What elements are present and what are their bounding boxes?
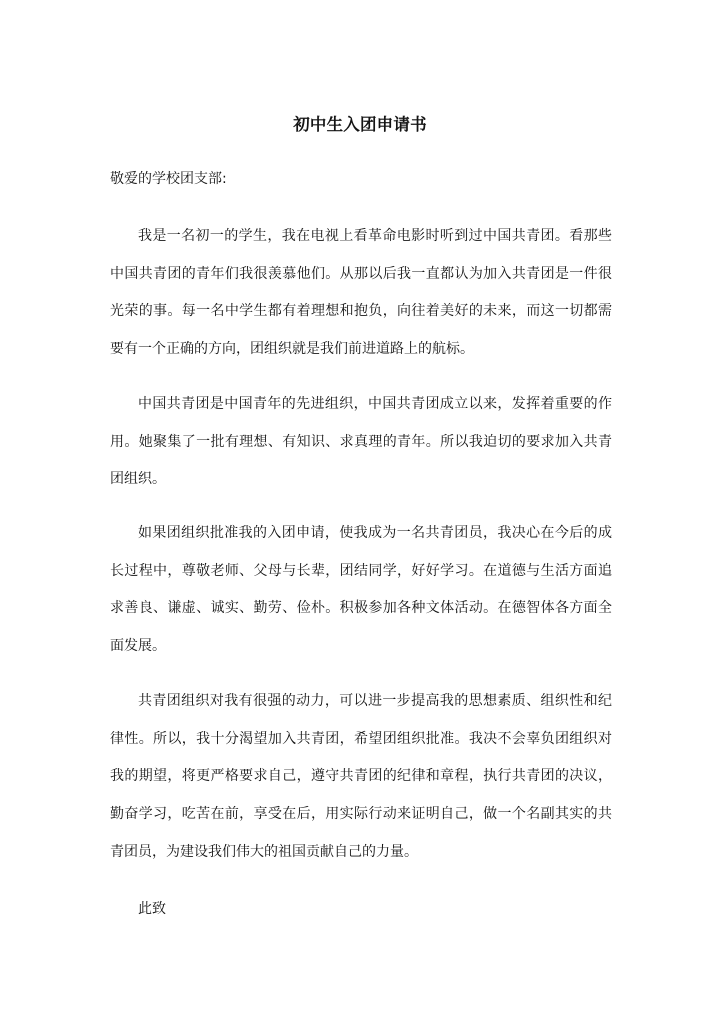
paragraph-line: 用。她聚集了一批有理想、有知识、求真理的青年。所以我迫切的要求加入共青 [110, 433, 612, 450]
closing-text: 此致 [138, 901, 166, 918]
paragraph-3 [110, 515, 612, 665]
paragraph-line: 如果团组织批准我的入团申请，使我成为一名共青团员，我决心在今后的成 [138, 525, 612, 542]
salutation-text: 敬爱的学校团支部: [110, 171, 227, 188]
paragraph-line: 团组织。 [110, 471, 166, 488]
paragraph-line: 求善良、谦虚、诚实、勤劳、俭朴。积极参加各种文体活动。在德智体各方面全 [110, 600, 612, 617]
paragraph-line: 长过程中，尊敬老师、父母与长辈，团结同学，好好学习。在道德与生活方面追 [110, 562, 612, 579]
paragraph-line: 律性。所以，我十分渴望加入共青团，希望团组织批准。我决不会辜负团组织对 [110, 730, 612, 747]
paragraph-line: 面发展。 [110, 637, 166, 654]
salutation [110, 161, 612, 199]
document-title: 初中生入团申请书 [293, 115, 427, 134]
paragraph-line: 我是一名初一的学生，我在电视上看革命电影时听到过中国共青团。看那些 [138, 228, 612, 245]
paragraph-line: 要有一个正确的方向，团组织就是我们前进道路上的航标。 [110, 340, 474, 357]
paragraph-line: 共青团组织对我有很强的动力，可以进一步提高我的思想素质、组织性和纪 [138, 693, 612, 710]
paragraph-line: 光荣的事。每一名中学生都有着理想和抱负，向往着美好的未来，而这一切都需 [110, 303, 612, 320]
paragraph-line: 我的期望，将更严格要求自己，遵守共青团的纪律和章程，执行共青团的决议， [110, 768, 612, 785]
paragraph-2 [110, 386, 612, 499]
paragraph-line: 青团员，为建设我们伟大的祖国贡献自己的力量。 [110, 843, 418, 860]
paragraph-line: 中国共青团的青年们我很羡慕他们。从那以后我一直都认为加入共青团是一件很 [110, 265, 612, 282]
paragraph-line: 中国共青团是中国青年的先进组织，中国共青团成立以来，发挥着重要的作 [138, 396, 612, 413]
paragraph-1 [110, 218, 612, 368]
paragraph-4 [110, 683, 612, 871]
paragraph-line: 勤奋学习，吃苦在前，享受在后，用实际行动来证明自己，做一个名副其实的共 [110, 805, 612, 822]
closing [110, 891, 612, 929]
